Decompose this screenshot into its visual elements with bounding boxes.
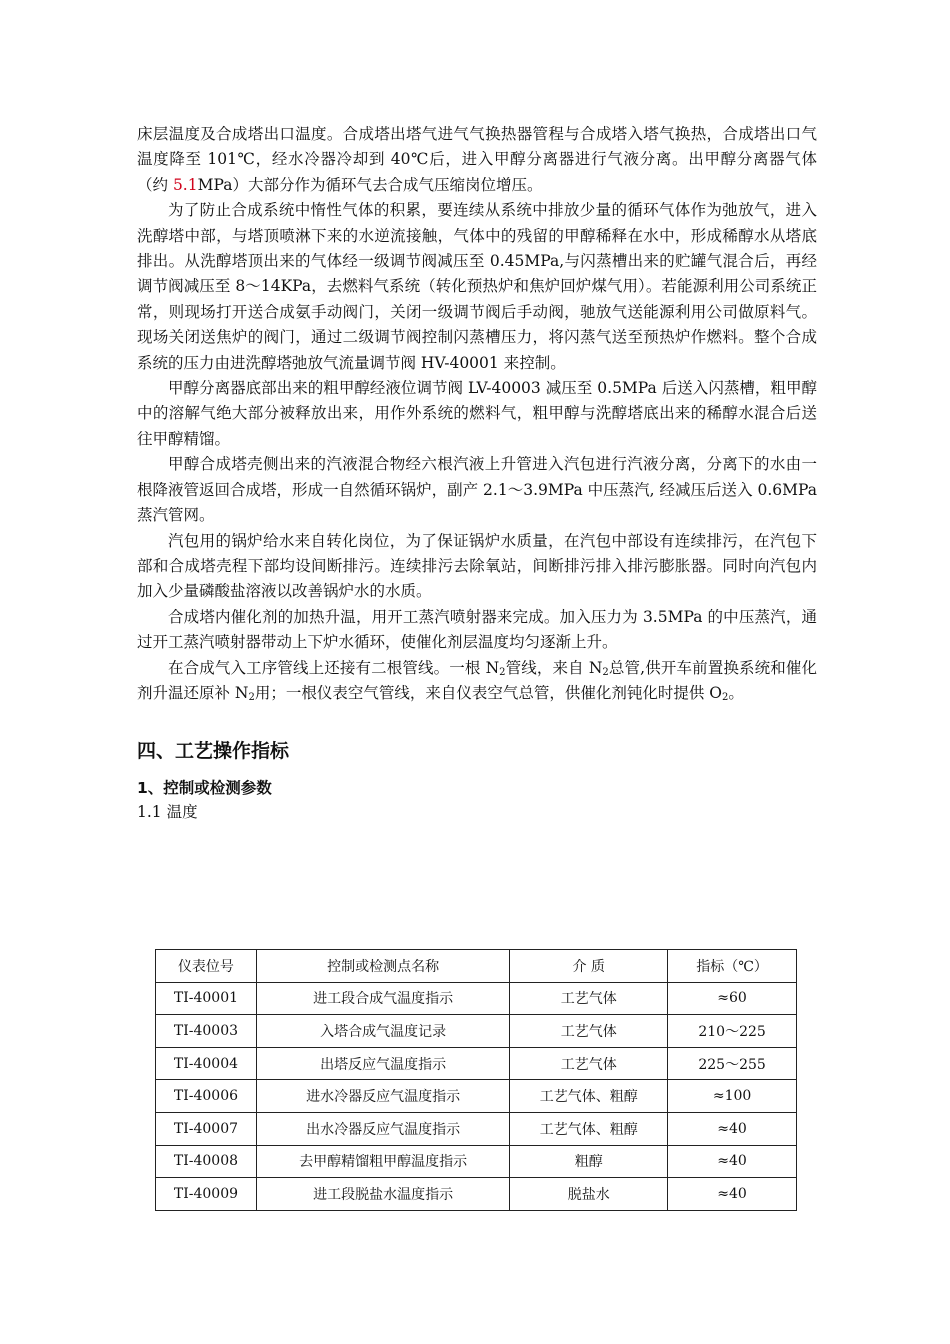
table-row [156, 1145, 797, 1178]
cell-medium: 脱盐水 [510, 1178, 668, 1211]
cell-medium: 工艺气体、粗醇 [510, 1080, 668, 1113]
cell-instrument-tag: TI-40004 [156, 1047, 257, 1080]
text-run: 甲醇分离器底部出来的粗甲醇经液位调节阀 LV-40003 减压至 0.5MPa 后送入闪蒸槽，粗甲醇中的溶解气绝大部分被释放出来，用作外系统的燃料气，粗甲醇与洗醇塔底出来的稀醇水混合后送往甲醇精馏。 [137, 379, 817, 448]
body-text [137, 122, 817, 706]
table-row [156, 1015, 797, 1048]
table-row [156, 982, 797, 1015]
cell-instrument-tag: TI-40003 [156, 1015, 257, 1048]
header-medium: 介 质 [510, 950, 668, 983]
cell-point-name: 进工段脱盐水温度指示 [256, 1178, 510, 1211]
table-header-row [156, 950, 797, 983]
text-run: 总管,供开车前置换系统和催化剂升温还原补 N [137, 658, 817, 702]
text-run: 管线，来自 N [505, 658, 603, 677]
sub-sub-heading: 1.1 温度 [137, 803, 198, 822]
cell-point-name: 进工段合成气温度指示 [256, 982, 510, 1015]
cell-index: ≈100 [668, 1080, 797, 1113]
cell-point-name: 进水冷器反应气温度指示 [256, 1080, 510, 1113]
subscript: 2 [722, 691, 729, 703]
cell-medium: 工艺气体 [510, 1047, 668, 1080]
section-heading: 四、工艺操作指标 [137, 740, 290, 763]
paragraph [137, 605, 817, 656]
cell-instrument-tag: TI-40001 [156, 982, 257, 1015]
cell-instrument-tag: TI-40009 [156, 1178, 257, 1211]
cell-medium: 工艺气体 [510, 1015, 668, 1048]
header-instrument-tag: 仪表位号 [156, 950, 257, 983]
paragraph [137, 198, 817, 376]
sub-heading: 1、控制或检测参数 [137, 779, 272, 798]
paragraph [137, 452, 817, 528]
table-row [156, 1047, 797, 1080]
cell-instrument-tag: TI-40007 [156, 1112, 257, 1145]
cell-index: 210～225 [668, 1015, 797, 1048]
subscript: 2 [499, 666, 506, 678]
cell-instrument-tag: TI-40006 [156, 1080, 257, 1113]
cell-point-name: 出塔反应气温度指示 [256, 1047, 510, 1080]
cell-index: ≈40 [668, 1178, 797, 1211]
text-run: 甲醇合成塔壳侧出来的汽液混合物经六根汽液上升管进入汽包进行汽液分离，分离下的水由一根降液管返回合成塔，形成一自然循环锅炉，副产 2.1～3.9MPa 中压蒸汽, 经减压后送入 0.6MPa 蒸汽管网。 [137, 455, 817, 525]
cell-medium: 粗醇 [510, 1145, 668, 1178]
subscript: 2 [248, 691, 255, 703]
highlight-value: 5.1 [172, 175, 198, 194]
cell-point-name: 入塔合成气温度记录 [256, 1015, 510, 1048]
cell-index: ≈60 [668, 982, 797, 1015]
cell-index: ≈40 [668, 1145, 797, 1178]
paragraph [137, 122, 817, 198]
header-index: 指标（℃） [668, 950, 797, 983]
paragraph [137, 656, 817, 707]
table-row [156, 1080, 797, 1113]
text-run: MPa）大部分作为循环气去合成气压缩岗位增压。 [197, 175, 543, 194]
text-run: 在合成气入工序管线上还接有二根管线。一根 N [168, 658, 500, 677]
text-run: 汽包用的锅炉给水来自转化岗位，为了保证锅炉水质量，在汽包中部设有连续排污，在汽包下部和合成塔壳程下部均设间断排污。连续排污去除氧站，间断排污排入排污膨胀器。同时向汽包内加入少量磷酸盐溶液以改善锅炉水的水质。 [137, 531, 817, 601]
text-run: 床层温度及合成塔出口温度。合成塔出塔气进气气换热器管程与合成塔入塔气换热，合成塔出口气温度降至 101℃，经水冷器冷却到 40℃后，进入甲醇分离器进行气液分离。出甲醇分离器气体（约 [137, 125, 817, 194]
cell-index: ≈40 [668, 1112, 797, 1145]
subscript: 2 [602, 666, 609, 678]
text-run: 用；一根仪表空气管线，来自仪表空气总管，供催化剂钝化时提供 O [254, 683, 723, 702]
cell-medium: 工艺气体 [510, 982, 668, 1015]
table-row [156, 1112, 797, 1145]
cell-medium: 工艺气体、粗醇 [510, 1112, 668, 1145]
temperature-table [155, 949, 797, 1211]
table-row [156, 1178, 797, 1211]
text-run: 为了防止合成系统中惰性气体的积累，要连续从系统中排放少量的循环气体作为弛放气，进入洗醇塔中部，与塔顶喷淋下来的水逆流接触，气体中的残留的甲醇稀释在水中，形成稀醇水从塔底排出。从洗醇塔顶出来的气体经一级调节阀减压至 0.45MPa,与闪蒸槽出来的贮罐气混合后，再经调节阀减压至 8～14KPa，去燃料气系统（转化预热炉和焦炉回炉煤气用）。若能源利用公司系统正常，则现场打开送合成氨手动阀门，关闭一级调节阀后手动阀，驰放气送能源利用公司做原料气。现场关闭送焦炉的阀门，通过二级调节阀控制闪蒸槽压力，将闪蒸气送至预热炉作燃料。整个合成系统的压力由进洗醇塔弛放气流量调节阀 HV-40001 来控制。 [137, 201, 817, 372]
cell-point-name: 去甲醇精馏粗甲醇温度指示 [256, 1145, 510, 1178]
header-point-name: 控制或检测点名称 [256, 950, 510, 983]
paragraph [137, 529, 817, 605]
cell-instrument-tag: TI-40008 [156, 1145, 257, 1178]
paragraph [137, 376, 817, 452]
cell-point-name: 出水冷器反应气温度指示 [256, 1112, 510, 1145]
text-run: 合成塔内催化剂的加热升温，用开工蒸汽喷射器来完成。加入压力为 3.5MPa 的中压蒸汽，通过开工蒸汽喷射器带动上下炉水循环，使催化剂层温度均匀逐渐上升。 [137, 607, 817, 652]
text-run: 。 [728, 683, 744, 702]
cell-index: 225～255 [668, 1047, 797, 1080]
document-page [137, 122, 817, 824]
